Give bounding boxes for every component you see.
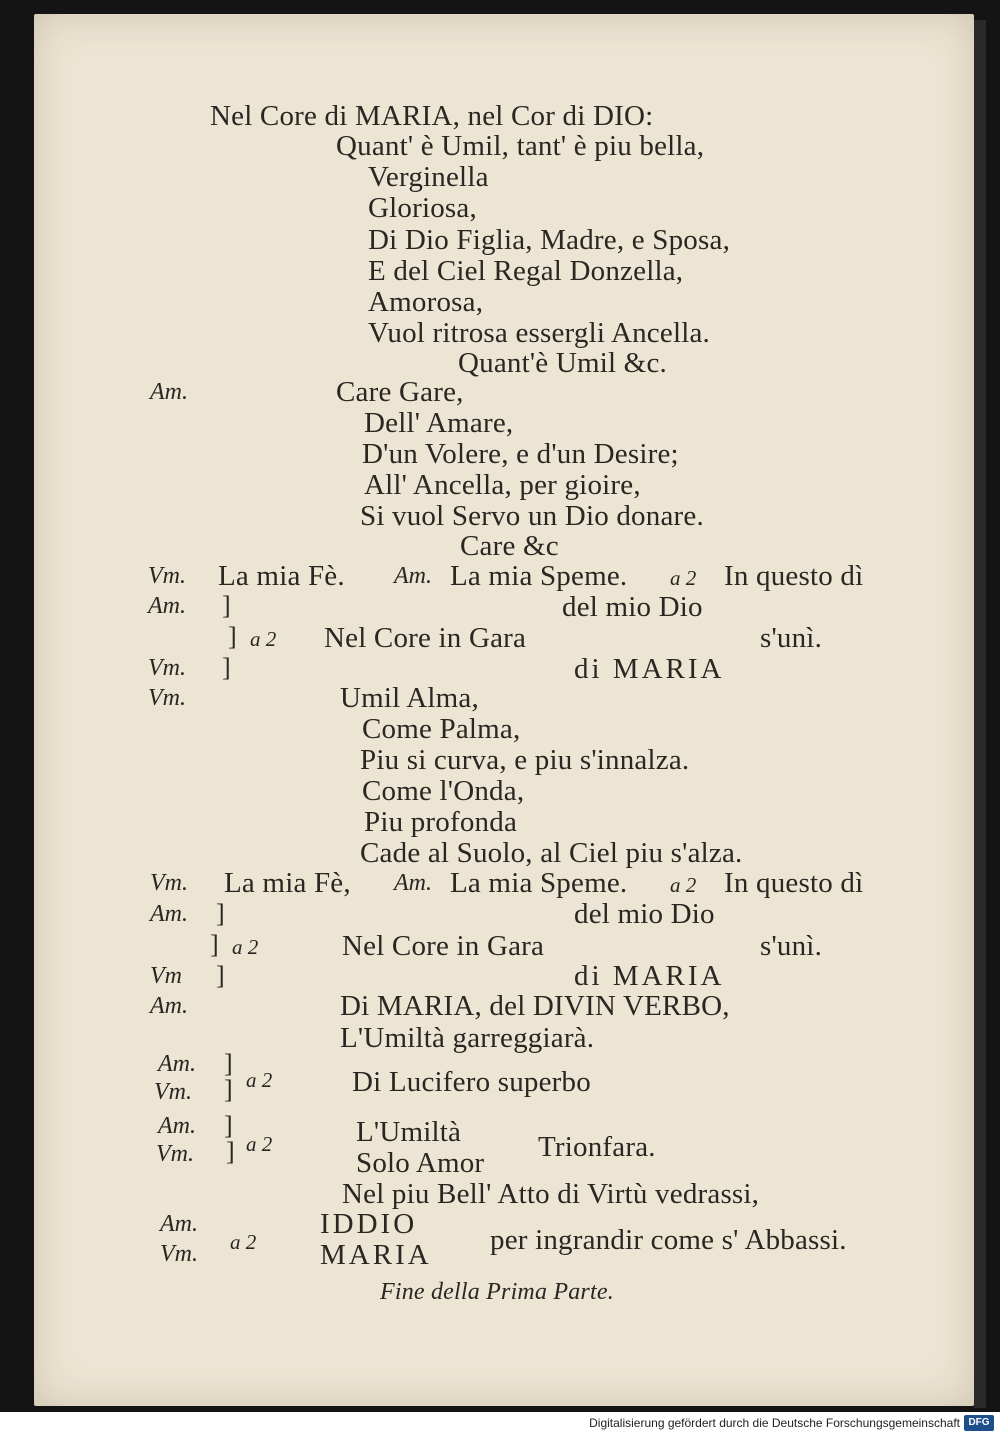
text-line: Come l'Onda, [362, 775, 525, 807]
speaker-label: Vm. [148, 563, 186, 589]
text-line: Quant'è Umil &c. [458, 347, 667, 379]
bracket: ] [228, 622, 237, 651]
text-line: Come Palma, [362, 713, 521, 745]
speaker-label: Vm. [156, 1141, 194, 1167]
speaker-label: Am. [394, 563, 432, 589]
text-line: Verginella [368, 161, 489, 193]
speaker-label: Vm. [148, 685, 186, 711]
text-line: Amorosa, [368, 286, 484, 318]
speaker-label: Vm. [150, 870, 188, 896]
speaker-label: Am. [148, 593, 186, 619]
text-line: Di Dio Figlia, Madre, e Sposa, [368, 224, 731, 256]
text-line: Solo Amor [356, 1147, 485, 1179]
footer-credit: Digitalisierung gefördert durch die Deutsche Forschungsgemeinschaft [589, 1416, 960, 1430]
a2-label: a 2 [246, 1132, 273, 1156]
text-line: La mia Speme. [450, 560, 628, 592]
text-line: Care &c [460, 530, 559, 562]
speaker-label: Vm. [154, 1079, 192, 1105]
text-line: Di MARIA, del DIVIN VERBO, [340, 990, 730, 1022]
speaker-label: Am. [150, 901, 188, 927]
speaker-label: Am. [158, 1113, 196, 1139]
a2-label: a 2 [250, 627, 277, 651]
text-line: Vuol ritrosa essergli Ancella. [368, 317, 710, 349]
text-line: del mio Dio [574, 898, 715, 930]
text-line: Dell' Amare, [364, 407, 514, 439]
text-line: Umil Alma, [340, 682, 479, 714]
text-line: Nel piu Bell' Atto di Virtù vedrassi, [342, 1178, 760, 1210]
text-line: Nel Core di MARIA, nel Cor di DIO: [210, 100, 654, 132]
speaker-label: Am. [160, 1211, 198, 1237]
text-line: di MARIA [574, 653, 725, 685]
bracket: ] [216, 961, 225, 990]
text-line: In questo dì [724, 560, 864, 592]
bracket: ] [210, 930, 219, 959]
speaker-label: Am. [158, 1051, 196, 1077]
text-line: per ingrandir come s' Abbassi. [490, 1224, 847, 1256]
text-line: Care Gare, [336, 376, 464, 408]
text-line: All' Ancella, per gioire, [364, 469, 641, 501]
text-line: Piu si curva, e piu s'innalza. [360, 744, 690, 776]
bracket: ] [216, 899, 225, 928]
text-line: MARIA [320, 1239, 432, 1271]
bracket: ] [224, 1075, 233, 1104]
text-line: La mia Speme. [450, 867, 628, 899]
a2-label: a 2 [246, 1068, 273, 1092]
text-line: s'unì. [760, 622, 823, 654]
text-line: L'Umiltà [356, 1116, 462, 1148]
text-line: Nel Core in Gara [342, 930, 545, 962]
a2-label: a 2 [670, 873, 697, 897]
text-line: E del Ciel Regal Donzella, [368, 255, 684, 287]
text-line: Gloriosa, [368, 192, 477, 224]
page-edge [974, 20, 986, 1408]
text-line: Nel Core in Gara [324, 622, 527, 654]
text-line: La mia Fè, [224, 867, 351, 899]
text-line: del mio Dio [562, 591, 703, 623]
end-of-part: Fine della Prima Parte. [380, 1279, 614, 1305]
document-page [34, 14, 974, 1406]
a2-label: a 2 [230, 1230, 257, 1254]
text-line: Piu profonda [364, 806, 518, 838]
text-line: Quant' è Umil, tant' è piu bella, [336, 130, 705, 162]
a2-label: a 2 [670, 566, 697, 590]
text-line: Di Lucifero superbo [352, 1066, 591, 1098]
speaker-label: Am. [394, 870, 432, 896]
text-line: L'Umiltà garreggiarà. [340, 1022, 595, 1054]
speaker-label: Vm. [148, 655, 186, 681]
speaker-label: Vm [150, 963, 182, 989]
text-line: Si vuol Servo un Dio donare. [360, 500, 704, 532]
text-line: La mia Fè. [218, 560, 345, 592]
bracket: ] [222, 653, 231, 682]
text-line: In questo dì [724, 867, 864, 899]
text-line: s'unì. [760, 930, 823, 962]
dfg-logo: DFG [964, 1415, 994, 1431]
bracket: ] [224, 1049, 233, 1078]
text-line: Cade al Suolo, al Ciel piu s'alza. [360, 837, 743, 869]
text-line: di MARIA [574, 960, 725, 992]
text-line: IDDIO [320, 1208, 418, 1240]
bracket: ] [226, 1137, 235, 1166]
speaker-label: Vm. [160, 1241, 198, 1267]
a2-label: a 2 [232, 935, 259, 959]
speaker-label: Am. [150, 993, 188, 1019]
bracket: ] [224, 1111, 233, 1140]
text-line: Trionfara. [538, 1131, 656, 1163]
text-line: D'un Volere, e d'un Desire; [362, 438, 679, 470]
speaker-label: Am. [150, 379, 188, 405]
bracket: ] [222, 591, 231, 620]
